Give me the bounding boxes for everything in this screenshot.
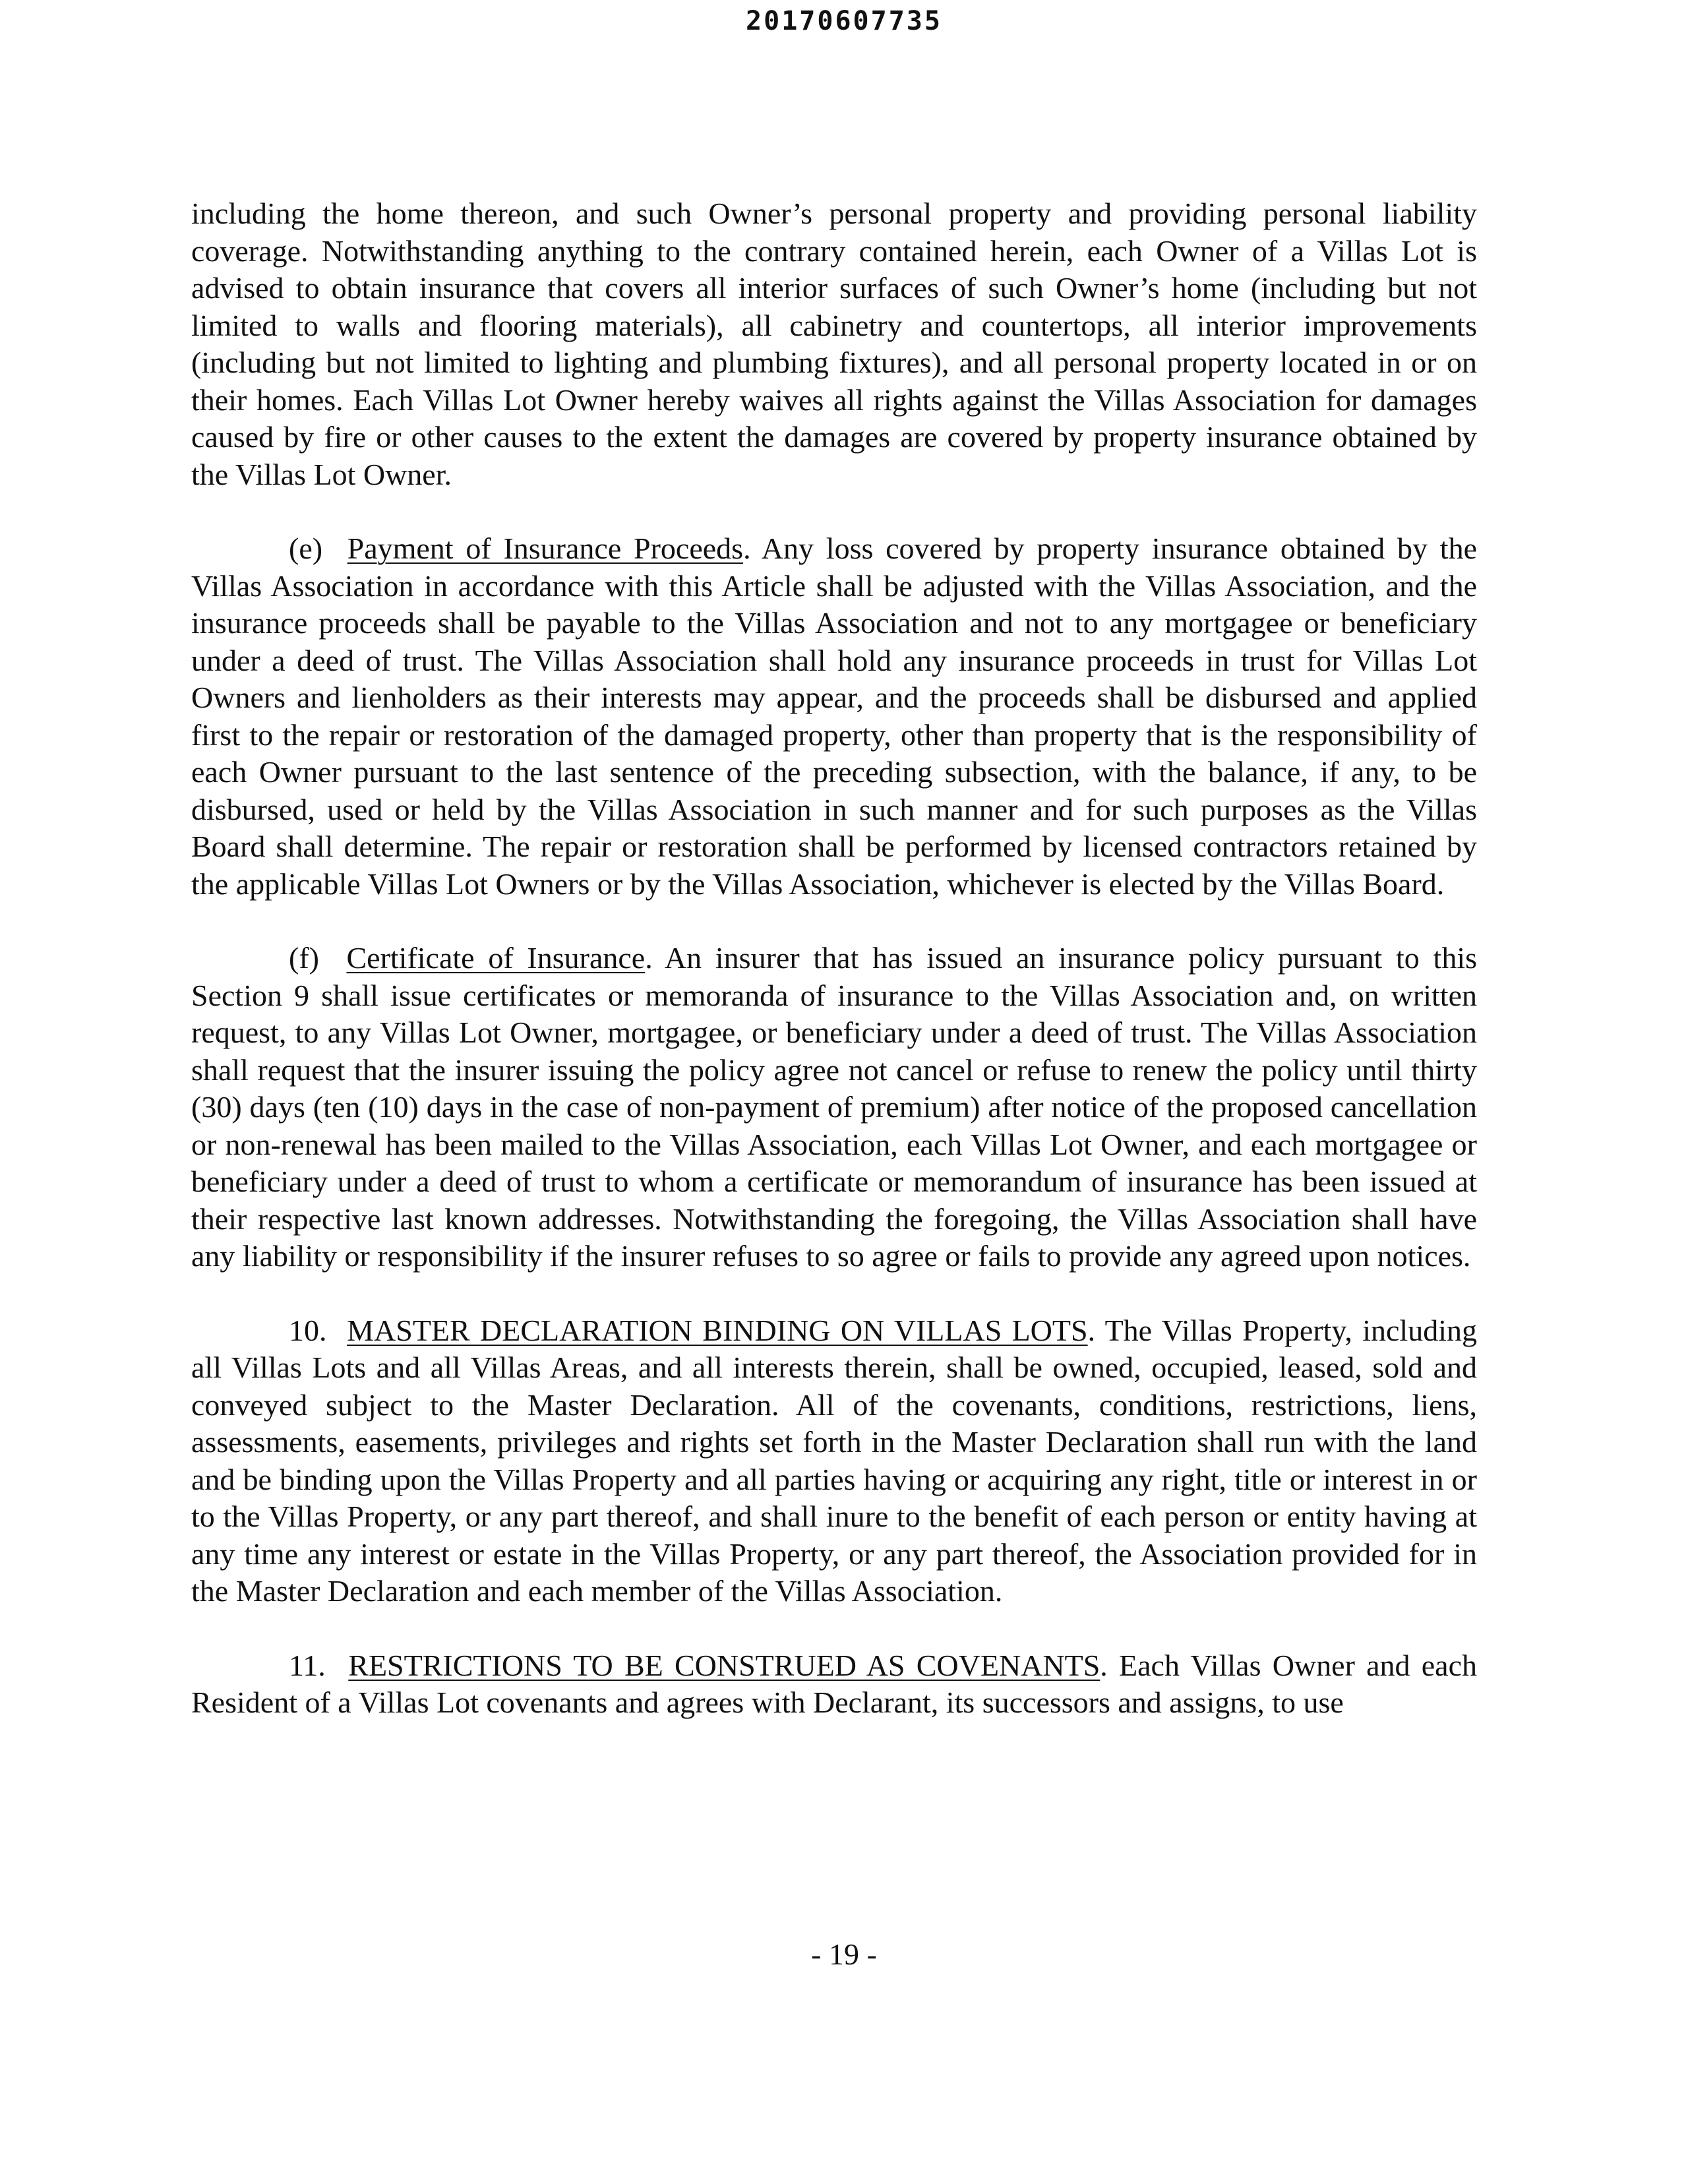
section-heading: Certificate of Insurance — [346, 941, 646, 975]
document-body — [191, 195, 1477, 1759]
document-number: 20170607735 — [746, 6, 942, 36]
paragraph-text: including the home thereon, and such Owner’s personal property and providing personal liability coverage. Notwithstanding anything to the contrary contained herein, each Owner of a Villas Lot is advised to obtain insurance that covers all interior surfaces of such Owner’s home (including but not limited to walls and flooring materials), all cabinetry and countertops, all interior improvements (including but not limited to lighting and plumbing fixtures), and all personal property located in or on their homes. Each Villas Lot Owner hereby waives all rights against the Villas Association for damages caused by fire or other causes to the extent the damages are covered by property insurance obtained by the Villas Lot Owner. — [191, 197, 1477, 491]
paragraph-insurance-coverage — [191, 195, 1477, 493]
paragraph-text: Each Villas Owner and each Resident of a Villas Lot covenants and agrees with Declarant, its successors and assigns, to use — [191, 1648, 1478, 1719]
paragraph-text: Any loss covered by property insurance obtained by the Villas Association in accordance with this Article shall be adjusted with the Villas Association, and the insurance proceeds shall be payable to the Villas Association and not to any mortgagee or beneficiary under a deed of trust. The Villas Association shall hold any insurance proceeds in trust for Villas Lot Owners and lienholders as their interests may appear, and the proceeds shall be disbursed and applied first to the repair or restoration of the damaged property, other than property that is the responsibility of each Owner pursuant to the last sentence of the preceding subsection, with the balance, if any, to be disbursed, used or held by the Villas Association in such manner and for such purposes as the Villas Board shall determine. The repair or restoration shall be performed by licensed contractors retained by the applicable Villas Lot Owners or by the Villas Association, whichever is elected by the Villas Board. — [191, 531, 1478, 901]
section-heading: Payment of Insurance Proceeds — [347, 531, 744, 565]
section-heading: MASTER DECLARATION BINDING ON VILLAS LOTS — [347, 1313, 1088, 1347]
paragraph-text: An insurer that has issued an insurance policy pursuant to this Section 9 shall issue certificates or memoranda of insurance to the Villas Association and, on written request, to any Villas Lot Owner, mortgagee, or beneficiary under a deed of trust. The Villas Association shall request that the insurer issuing the policy agree not cancel or refuse to renew the policy until thirty (30) days (ten (10) days in the case of non-payment of premium) after notice of the proposed cancellation or non-renewal has been mailed to the Villas Association, each Villas Lot Owner, and each mortgagee or beneficiary under a deed of trust to whom a certificate or memorandum of insurance has been issued at their respective last known addresses. Notwithstanding the foregoing, the Villas Association shall have any liability or responsibility if the insurer refuses to so agree or fails to provide any agreed upon notices. — [191, 941, 1478, 1273]
paragraph-payment-of-insurance-proceeds: (e) Payment of Insurance Proceeds. Any loss covered by property insurance obtained by the Villas Association in accordance with this Article shall be adjusted with the Villas Association, and the insurance proceeds shall be payable to the Villas Association and not to any mortgagee or beneficiary under a deed of trust. The Villas Association shall hold any insurance proceeds in trust for Villas Lot Owners and lienholders as their interests may appear, and the proceeds shall be disbursed and applied first to the repair or restoration of the damaged property, other than property that is the responsibility of each Owner pursuant to the last sentence of the preceding subsection, with the balance, if any, to be disbursed, used or held by the Villas Association in such manner and for such purposes as the Villas Board shall determine. The repair or restoration shall be performed by licensed contractors retained by the applicable Villas Lot Owners or by the Villas Association, whichever is elected by the Villas Board. — [191, 531, 1478, 901]
section-label: (f) — [289, 941, 319, 975]
paragraph-certificate-of-insurance: (f) Certificate of Insurance. An insurer that has issued an insurance policy pursuant to this Section 9 shall issue certificates or memoranda of insurance to the Villas Association and, on written request, to any Villas Lot Owner, mortgagee, or beneficiary under a deed of trust. The Villas Association shall request that the insurer issuing the policy agree not cancel or refuse to renew the policy until thirty (30) days (ten (10) days in the case of non-payment of premium) after notice of the proposed cancellation or non-renewal has been mailed to the Villas Association, each Villas Lot Owner, and each mortgagee or beneficiary under a deed of trust to whom a certificate or memorandum of insurance has been issued at their respective last known addresses. Notwithstanding the foregoing, the Villas Association shall have any liability or responsibility if the insurer refuses to so agree or fails to provide any agreed upon notices. — [191, 941, 1478, 1273]
paragraph-text: The Villas Property, including all Villas Lots and all Villas Areas, and all interests therein, shall be owned, occupied, leased, sold and conveyed subject to the Master Declaration. All of the covenants, conditions, restrictions, liens, assessments, easements, privileges and rights set forth in the Master Declaration shall run with the land and be binding upon the Villas Property and all parties having or acquiring any right, title or interest in or to the Villas Property, or any part thereof, and shall inure to the benefit of each person or entity having at any time any interest or estate in the Villas Property, or any part thereof, the Association provided for in the Master Declaration and each member of the Villas Association. — [191, 1313, 1477, 1608]
section-heading: RESTRICTIONS TO BE CONSTRUED AS COVENANTS — [348, 1648, 1100, 1682]
section-number: 11. — [289, 1648, 326, 1682]
section-number: 10. — [289, 1313, 327, 1347]
paragraph-master-declaration-binding: 10. MASTER DECLARATION BINDING ON VILLAS LOTS. The Villas Property, including all Villas Lots and all Villas Areas, and all interests therein, shall be owned, occupied, leased, sold and conveyed subject to the Master Declaration. All of the covenants, conditions, restrictions, liens, assessments, easements, privileges and rights set forth in the Master Declaration shall run with the land and be binding upon the Villas Property and all parties having or acquiring any right, title or interest in or to the Villas Property, or any part thereof, and shall inure to the benefit of each person or entity having at any time any interest or estate in the Villas Property, or any part thereof, the Association provided for in the Master Declaration and each member of the Villas Association. — [191, 1313, 1477, 1608]
section-label: (e) — [289, 531, 323, 565]
paragraph-restrictions-as-covenants: 11. RESTRICTIONS TO BE CONSTRUED AS COVENANTS. Each Villas Owner and each Resident of a Villas Lot covenants and agrees with Declarant, its successors and assigns, to use — [191, 1648, 1478, 1719]
page-number: - 19 - — [811, 1937, 877, 1971]
